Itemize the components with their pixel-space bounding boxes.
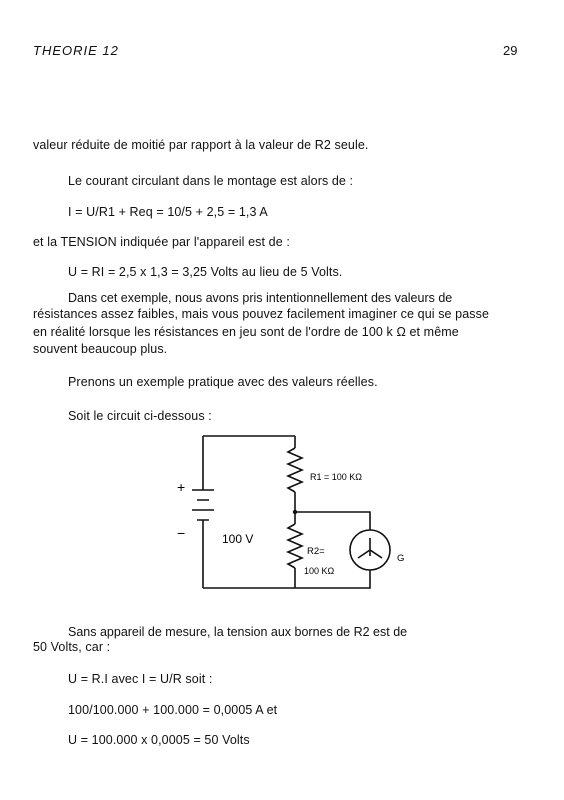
battery-minus-sign: −	[177, 525, 186, 541]
paragraph-5: Prenons un exemple pratique avec des valeurs réelles.	[68, 375, 378, 389]
paragraph-6: Soit le circuit ci-dessous :	[68, 409, 212, 423]
equation-voltage-value: U = 100.000 x 0,0005 = 50 Volts	[68, 733, 250, 747]
paragraph-7-line-2: 50 Volts, car :	[33, 640, 111, 654]
paragraph-1: valeur réduite de moitié par rapport à la valeur de R2 seule.	[33, 138, 369, 152]
paragraph-4-line-2: résistances assez faibles, mais vous pouvez facilement imaginer ce qui se passe	[33, 307, 490, 321]
equation-ohm: U = R.I avec I = U/R soit :	[68, 672, 213, 686]
galvanometer-needle	[358, 538, 382, 558]
paragraph-7-line-1	[33, 623, 538, 641]
paragraph-3: et la TENSION indiquée par l'appareil est de :	[33, 235, 290, 249]
battery-plus-sign: +	[177, 479, 186, 495]
paragraph-4-line-4: souvent beaucoup plus.	[33, 342, 168, 356]
junction-node	[293, 510, 297, 514]
r2-label-line-2: 100 KΩ	[304, 566, 335, 576]
battery-voltage-label: 100 V	[222, 532, 254, 546]
equation-voltage: U = RI = 2,5 x 1,3 = 3,25 Volts au lieu de 5 Volts.	[68, 265, 343, 279]
paragraph-4-line-1	[33, 289, 538, 307]
r2-label-line-1: R2=	[307, 546, 325, 557]
equation-current: I = U/R1 + Req = 10/5 + 2,5 = 1,3 A	[68, 205, 268, 219]
page-number: 29	[503, 43, 518, 58]
circuit-diagram	[170, 428, 410, 598]
paragraph-7-text-1: Sans appareil de mesure, la tension aux bornes de R2 est de	[68, 625, 408, 639]
galvanometer-label: G	[397, 553, 405, 564]
chapter-title: THEORIE 12	[33, 43, 119, 58]
resistor-r2	[288, 524, 302, 568]
paragraph-4-text-1: Dans cet exemple, nous avons pris intentionnellement des valeurs de	[68, 291, 453, 305]
paragraph-2: Le courant circulant dans le montage est alors de :	[68, 174, 354, 188]
equation-current-value: 100/100.000 + 100.000 = 0,0005 A et	[68, 703, 278, 717]
paragraph-4-line-3: en réalité lorsque les résistances en jeu sont de l'ordre de 100 k Ω et même	[33, 325, 459, 339]
r1-label: R1 = 100 KΩ	[310, 472, 363, 482]
battery-symbol	[192, 490, 214, 520]
resistor-r1	[288, 448, 302, 492]
